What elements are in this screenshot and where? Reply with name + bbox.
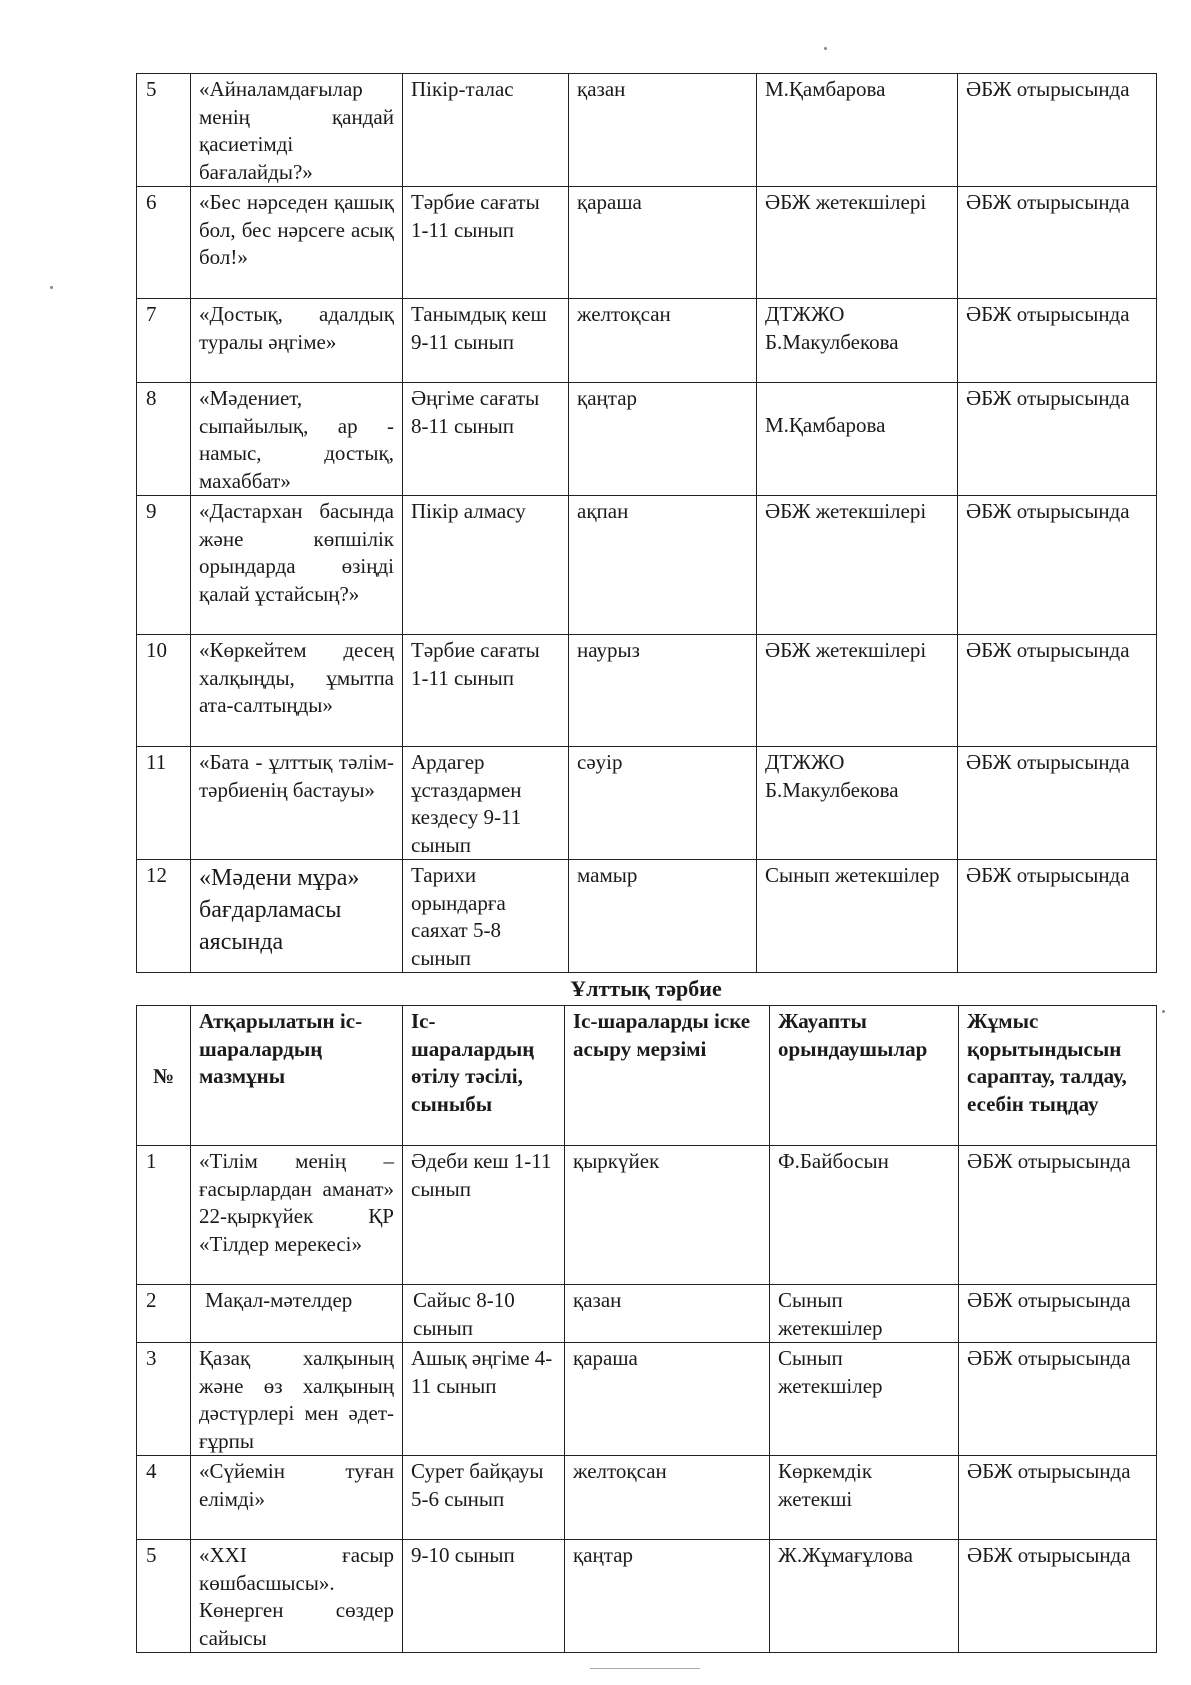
table-row bbox=[137, 299, 1157, 383]
event-date: ақпан bbox=[569, 496, 757, 635]
row-number: 12 bbox=[137, 860, 191, 973]
event-responsible: ӘБЖ жетекшілері bbox=[757, 187, 958, 299]
event-review: ӘБЖ отырысында bbox=[959, 1540, 1157, 1653]
event-content: «Сүйемін туған елімді» bbox=[191, 1456, 403, 1540]
row-number: 8 bbox=[137, 383, 191, 496]
responsible-text: М.Қамбарова bbox=[765, 413, 886, 437]
event-date: желтоқсан bbox=[569, 299, 757, 383]
table-row bbox=[137, 635, 1157, 747]
event-date: қыркүйек bbox=[565, 1146, 770, 1285]
event-responsible bbox=[757, 383, 958, 496]
event-method: 9-10 сынып bbox=[403, 1540, 565, 1653]
table-row bbox=[137, 747, 1157, 860]
scan-speck bbox=[1162, 1010, 1165, 1013]
table-row bbox=[137, 1285, 1157, 1343]
event-method: Сурет байқауы 5-6 сынып bbox=[403, 1456, 565, 1540]
row-number: 11 bbox=[137, 747, 191, 860]
event-method: Танымдық кеш 9-11 сынып bbox=[403, 299, 569, 383]
table-row bbox=[137, 1540, 1157, 1653]
event-date: қараша bbox=[565, 1343, 770, 1456]
event-method: Пікір-талас bbox=[403, 74, 569, 187]
table-row bbox=[137, 383, 1157, 496]
event-review: ӘБЖ отырысында bbox=[958, 747, 1157, 860]
header-date: Іс-шараларды іске асыру мерзімі bbox=[565, 1006, 770, 1146]
table-row bbox=[137, 1146, 1157, 1285]
table-row bbox=[137, 1456, 1157, 1540]
event-responsible: ӘБЖ жетекшілері bbox=[757, 496, 958, 635]
event-review: ӘБЖ отырысында bbox=[958, 383, 1157, 496]
table-row bbox=[137, 74, 1157, 187]
event-responsible: Сынып жетекшілер bbox=[770, 1343, 959, 1456]
event-date: қазан bbox=[565, 1285, 770, 1343]
event-review: ӘБЖ отырысында bbox=[958, 187, 1157, 299]
event-responsible: Сынып жетекшілер bbox=[757, 860, 958, 973]
event-responsible: Көркемдік жетекші bbox=[770, 1456, 959, 1540]
row-number: 2 bbox=[137, 1285, 191, 1343]
event-responsible: ДТЖЖО Б.Макулбекова bbox=[757, 747, 958, 860]
event-date: қазан bbox=[569, 74, 757, 187]
event-review: ӘБЖ отырысында bbox=[959, 1146, 1157, 1285]
event-review: ӘБЖ отырысында bbox=[959, 1456, 1157, 1540]
event-content: «Дастархан басында және көпшілік орындарда өзіңді қалай ұстайсың?» bbox=[191, 496, 403, 635]
event-review: ӘБЖ отырысында bbox=[959, 1343, 1157, 1456]
row-number: 6 bbox=[137, 187, 191, 299]
event-responsible: ӘБЖ жетекшілері bbox=[757, 635, 958, 747]
scan-speck bbox=[50, 286, 53, 289]
event-method: Тәрбие сағаты 1-11 сынып bbox=[403, 187, 569, 299]
event-review: ӘБЖ отырысында bbox=[958, 74, 1157, 187]
row-number: 9 bbox=[137, 496, 191, 635]
event-content: «Мәдени мұра» бағдарламасы аясында bbox=[191, 860, 403, 973]
document-page bbox=[136, 73, 1156, 1653]
header-content: Атқарылатын іс-шаралардың мазмұны bbox=[191, 1006, 403, 1146]
event-method: Ардагер ұстаздармен кездесу 9-11 сынып bbox=[403, 747, 569, 860]
event-responsible: Сынып жетекшілер bbox=[770, 1285, 959, 1343]
header-review: Жұмыс қорытындысын сараптау, талдау, есебін тыңдау bbox=[959, 1006, 1157, 1146]
header-method: Іс-шаралардың өтілу тәсілі, сыныбы bbox=[403, 1006, 565, 1146]
table-row bbox=[137, 860, 1157, 973]
event-content: «Бес нәрседен қашық бол, бес нәрсеге асық бол!» bbox=[191, 187, 403, 299]
event-content: «Көркейтем десең халқыңды, ұмытпа ата-салтыңды» bbox=[191, 635, 403, 747]
row-number: 5 bbox=[137, 1540, 191, 1653]
event-method: Тарихи орындарға саяхат 5-8 сынып bbox=[403, 860, 569, 973]
header-responsible: Жауапты орындаушылар bbox=[770, 1006, 959, 1146]
event-method: Әдеби кеш 1-11 сынып bbox=[403, 1146, 565, 1285]
event-content: «Достық, адалдық туралы әңгіме» bbox=[191, 299, 403, 383]
event-content: Мақал-мәтелдер bbox=[191, 1285, 403, 1343]
event-responsible: ДТЖЖО Б.Макулбекова bbox=[757, 299, 958, 383]
event-review: ӘБЖ отырысында bbox=[959, 1285, 1157, 1343]
event-date: қаңтар bbox=[565, 1540, 770, 1653]
event-method: Ашық әңгіме 4-11 сынып bbox=[403, 1343, 565, 1456]
national-education-table bbox=[136, 1005, 1157, 1653]
page-bottom-edge bbox=[0, 1668, 1191, 1672]
event-date: желтоқсан bbox=[565, 1456, 770, 1540]
event-date: қараша bbox=[569, 187, 757, 299]
event-review: ӘБЖ отырысында bbox=[958, 860, 1157, 973]
scan-speck bbox=[824, 47, 827, 50]
table-row bbox=[137, 1343, 1157, 1456]
event-date: мамыр bbox=[569, 860, 757, 973]
event-content: «Тілім менің – ғасырлардан аманат» 22-қыркүйек ҚР «Тілдер мерекесі» bbox=[191, 1146, 403, 1285]
table-header-row bbox=[137, 1006, 1157, 1146]
row-number: 3 bbox=[137, 1343, 191, 1456]
scan-edge-mark bbox=[590, 1668, 700, 1669]
event-content: «Бата - ұлттық тәлім-тәрбиенің бастауы» bbox=[191, 747, 403, 860]
event-method: Пікір алмасу bbox=[403, 496, 569, 635]
event-method: Тәрбие сағаты 1-11 сынып bbox=[403, 635, 569, 747]
event-content: «Мәдениет, сыпайылық, ар - намыс, достық, махаббат» bbox=[191, 383, 403, 496]
event-date: қаңтар bbox=[569, 383, 757, 496]
event-content: «Айналамдағылар менің қандай қасиетімді бағалайды?» bbox=[191, 74, 403, 187]
header-number: № bbox=[137, 1006, 191, 1146]
table-row bbox=[137, 496, 1157, 635]
row-number: 1 bbox=[137, 1146, 191, 1285]
event-method: Сайыс 8-10 сынып bbox=[403, 1285, 565, 1343]
table-row bbox=[137, 187, 1157, 299]
event-review: ӘБЖ отырысында bbox=[958, 299, 1157, 383]
event-responsible: М.Қамбарова bbox=[757, 74, 958, 187]
event-review: ӘБЖ отырысында bbox=[958, 496, 1157, 635]
event-content: «XXI ғасыр көшбасшысы». Көнерген сөздер сайысы bbox=[191, 1540, 403, 1653]
row-number: 5 bbox=[137, 74, 191, 187]
event-responsible: Ж.Жұмағұлова bbox=[770, 1540, 959, 1653]
event-content: Қазақ халқының және өз халқының дәстүрлері мен әдет-ғұрпы bbox=[191, 1343, 403, 1456]
events-table-continued bbox=[136, 73, 1157, 973]
event-date: наурыз bbox=[569, 635, 757, 747]
row-number: 7 bbox=[137, 299, 191, 383]
section-title: Ұлттық тәрбие bbox=[570, 976, 722, 1001]
row-number: 4 bbox=[137, 1456, 191, 1540]
event-method: Әңгіме сағаты 8-11 сынып bbox=[403, 383, 569, 496]
event-responsible: Ф.Байбосын bbox=[770, 1146, 959, 1285]
row-number: 10 bbox=[137, 635, 191, 747]
event-review: ӘБЖ отырысында bbox=[958, 635, 1157, 747]
event-date: сәуір bbox=[569, 747, 757, 860]
